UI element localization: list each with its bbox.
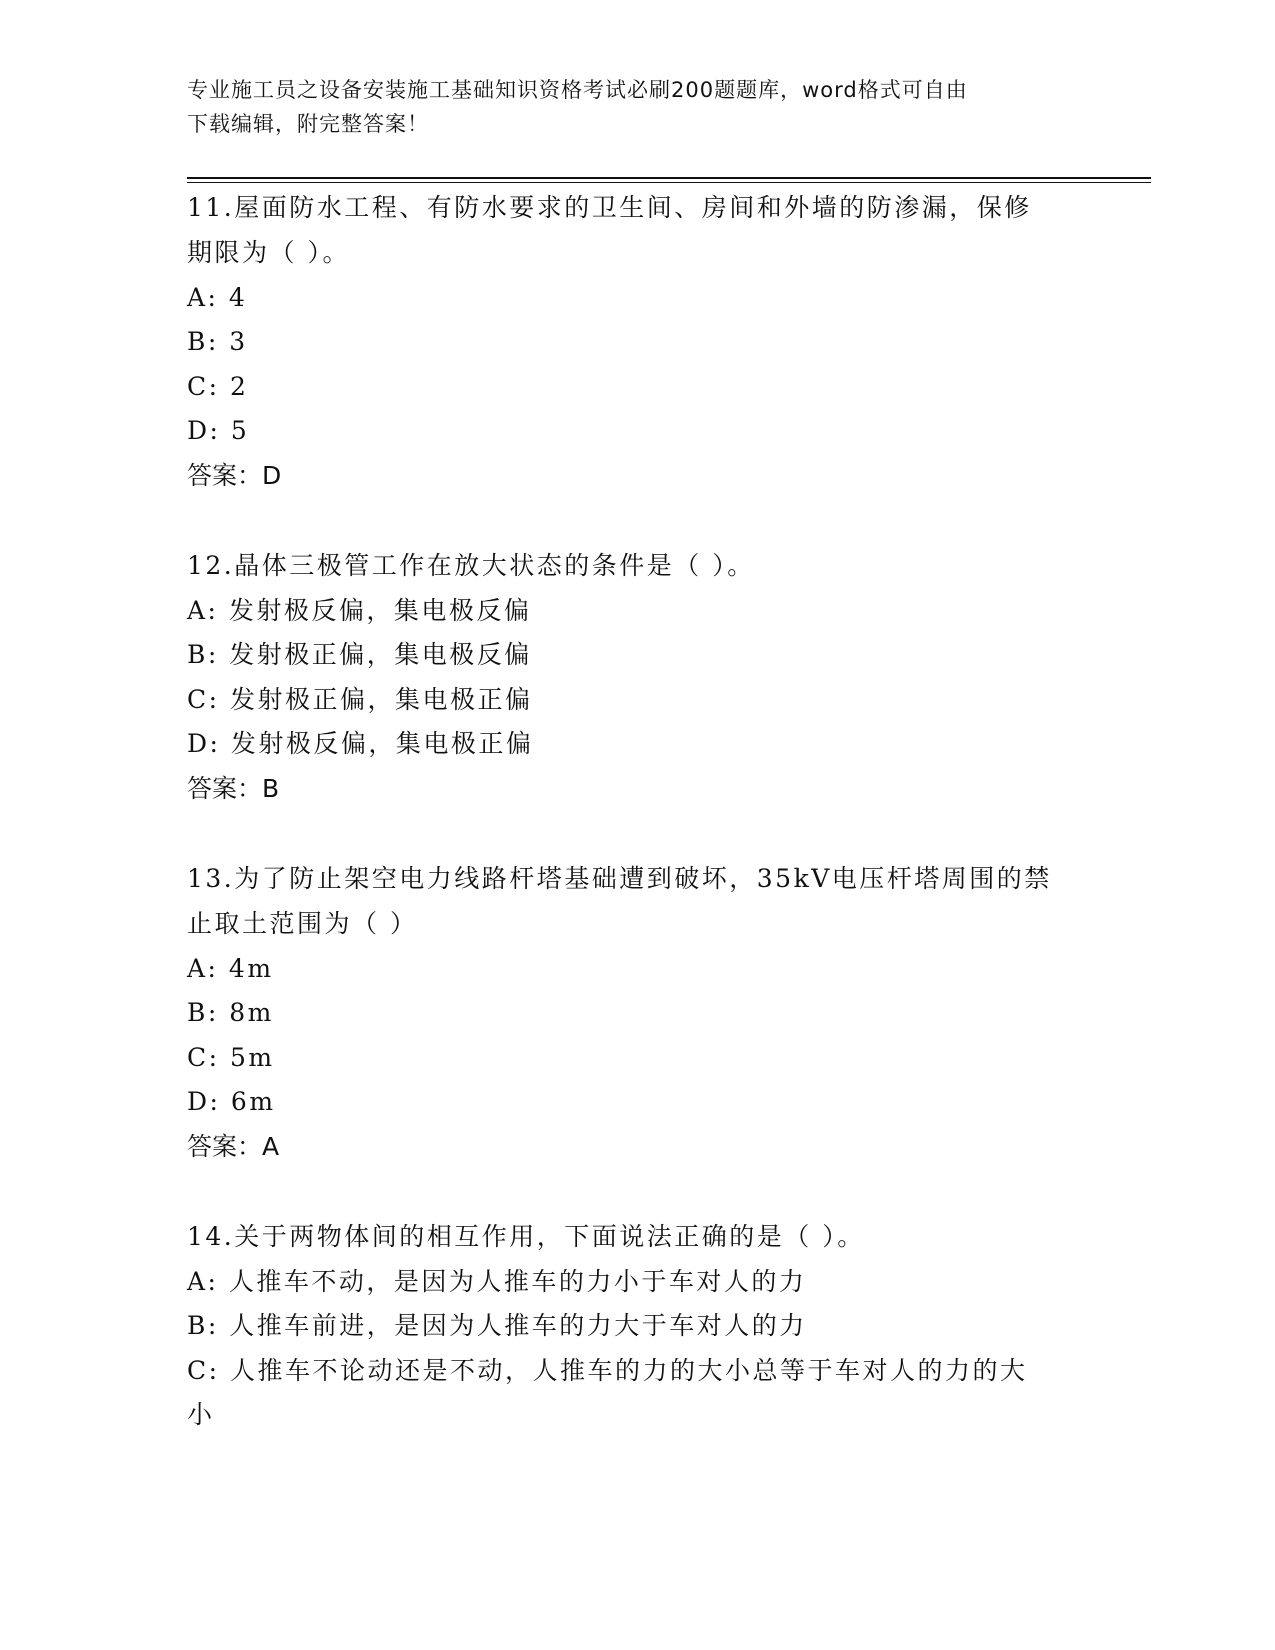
option-b: B: 人推车前进，是因为人推车的力大于车对人的力: [187, 1311, 807, 1340]
document-header-line-2: 下载编辑，附完整答案！: [187, 112, 429, 136]
option-a: A: 4: [187, 283, 248, 312]
option-a: A: 4m: [187, 954, 274, 983]
option-c: C: 发射极正偏，集电极正偏: [187, 685, 533, 714]
question-stem: 12.晶体三极管工作在放大状态的条件是（ ）。: [187, 551, 755, 580]
option-a: A: 人推车不动，是因为人推车的力小于车对人的力: [187, 1267, 807, 1296]
question-stem: 13.为了防止架空电力线路杆塔基础遭到破坏，35kV电压杆塔周围的禁: [187, 864, 1052, 893]
document-header-line-1: 专业施工员之设备安装施工基础知识资格考试必刷200题题库，word格式可自由: [187, 78, 968, 102]
option-a: A: 发射极反偏，集电极反偏: [187, 596, 532, 625]
header-divider-thick: [187, 177, 1151, 179]
option-d: D: 发射极反偏，集电极正偏: [187, 729, 534, 758]
question-stem-continued: 期限为（ ）。: [187, 238, 350, 267]
option-b: B: 3: [187, 327, 248, 356]
answer-line: 答案：D: [187, 461, 282, 490]
option-c-continued: 小: [187, 1400, 215, 1429]
question-stem: 14.关于两物体间的相互作用，下面说法正确的是（ ）。: [187, 1222, 865, 1251]
question-stem: 11.屋面防水工程、有防水要求的卫生间、房间和外墙的防渗漏，保修: [187, 193, 1032, 222]
option-c: C: 2: [187, 372, 249, 401]
option-c: C: 人推车不论动还是不动，人推车的力的大小总等于车对人的力的大: [187, 1356, 1028, 1385]
question-stem-continued: 止取土范围为（ ）: [187, 909, 418, 938]
option-b: B: 发射极正偏，集电极反偏: [187, 640, 532, 669]
option-d: D: 5: [187, 416, 250, 445]
option-c: C: 5m: [187, 1043, 275, 1072]
answer-line: 答案：A: [187, 1132, 280, 1161]
option-d: D: 6m: [187, 1087, 276, 1116]
option-b: B: 8m: [187, 998, 274, 1027]
header-divider-thin: [187, 182, 1151, 183]
answer-line: 答案：B: [187, 774, 280, 803]
